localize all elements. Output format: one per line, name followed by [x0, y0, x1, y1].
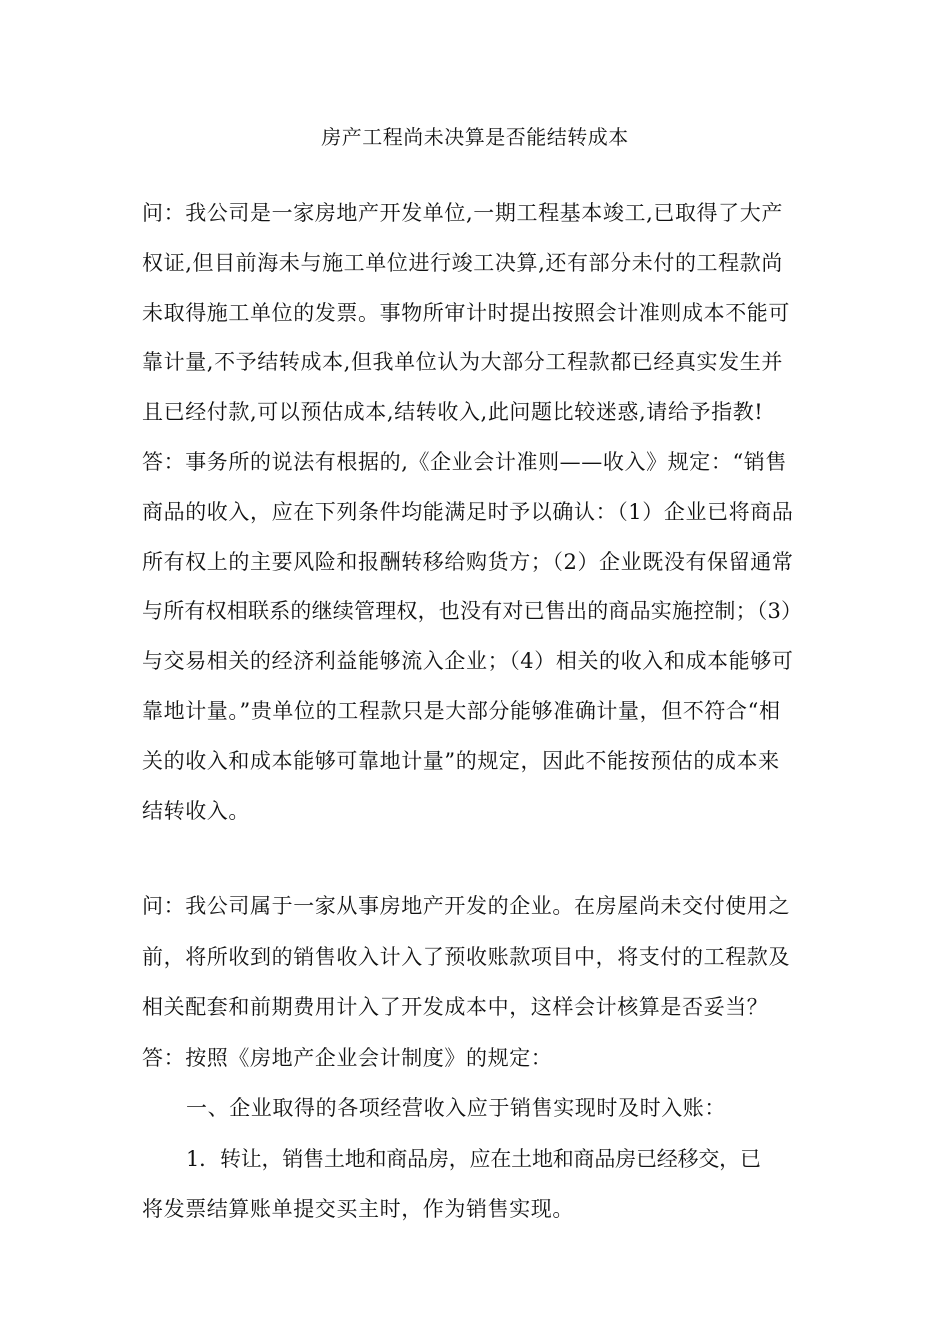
paragraph-line: 结转收入。 [142, 798, 250, 823]
paragraph-line: 与交易相关的经济利益能够流入企业；（4）相关的收入和成本能够可 [142, 649, 794, 674]
paragraph-line: 靠计量,不予结转成本,但我单位认为大部分工程款都已经真实发生并 [142, 350, 783, 375]
paragraph-line: 问：我公司是一家房地产开发单位,一期工程基本竣工,已取得了大产 [142, 201, 783, 225]
paragraph-line: 与所有权相联系的继续管理权，也没有对已售出的商品实施控制；（3） [142, 599, 803, 624]
paragraph-line: 商品的收入，应在下列条件均能满足时予以确认：（1）企业已将商品 [142, 499, 794, 524]
paragraph-line: 相关配套和前期费用计入了开发成本中，这样会计核算是否妥当？ [142, 995, 769, 1019]
paragraph-line: 且已经付款,可以预估成本,结转收入,此问题比较迷惑,请给予指教! [142, 400, 764, 425]
paragraph-line: 将发票结算账单提交买主时，作为销售实现。 [142, 1197, 574, 1221]
qa-section-1 [142, 189, 808, 836]
paragraph-line: 所有权上的主要风险和报酬转移给购货方；（2）企业既没有保留通常 [142, 549, 794, 574]
paragraph-line: 未取得施工单位的发票。事物所审计时提出按照会计准则成本不能可 [142, 300, 790, 325]
paragraph-line: 前，将所收到的销售收入计入了预收账款项目中，将支付的工程款及 [142, 944, 790, 969]
document-title: 房产工程尚未决算是否能结转成本 [321, 125, 629, 149]
qa-section-2 [142, 881, 808, 1235]
paragraph-line: 问：我公司属于一家从事房地产开发的企业。在房屋尚未交付使用之 [142, 894, 790, 918]
paragraph-line-indented: 1．转让，销售土地和商品房，应在土地和商品房已经移交，已 [186, 1146, 761, 1171]
paragraph-line: 答：事务所的说法有根据的,《企业会计准则——收入》规定：“销售 [142, 449, 788, 474]
paragraph-line: 关的收入和成本能够可靠地计量”的规定，因此不能按预估的成本来 [142, 748, 780, 773]
paragraph-line: 靠地计量。”贵单位的工程款只是大部分能够准确计量，但不符合“相 [142, 698, 781, 723]
paragraph-line-indented: 一、企业取得的各项经营收入应于销售实现时及时入账： [186, 1096, 726, 1120]
paragraph-line: 权证,但目前海未与施工单位进行竣工决算,还有部分未付的工程款尚 [142, 250, 783, 275]
paragraph-line: 答：按照《房地产企业会计制度》的规定： [142, 1045, 553, 1070]
